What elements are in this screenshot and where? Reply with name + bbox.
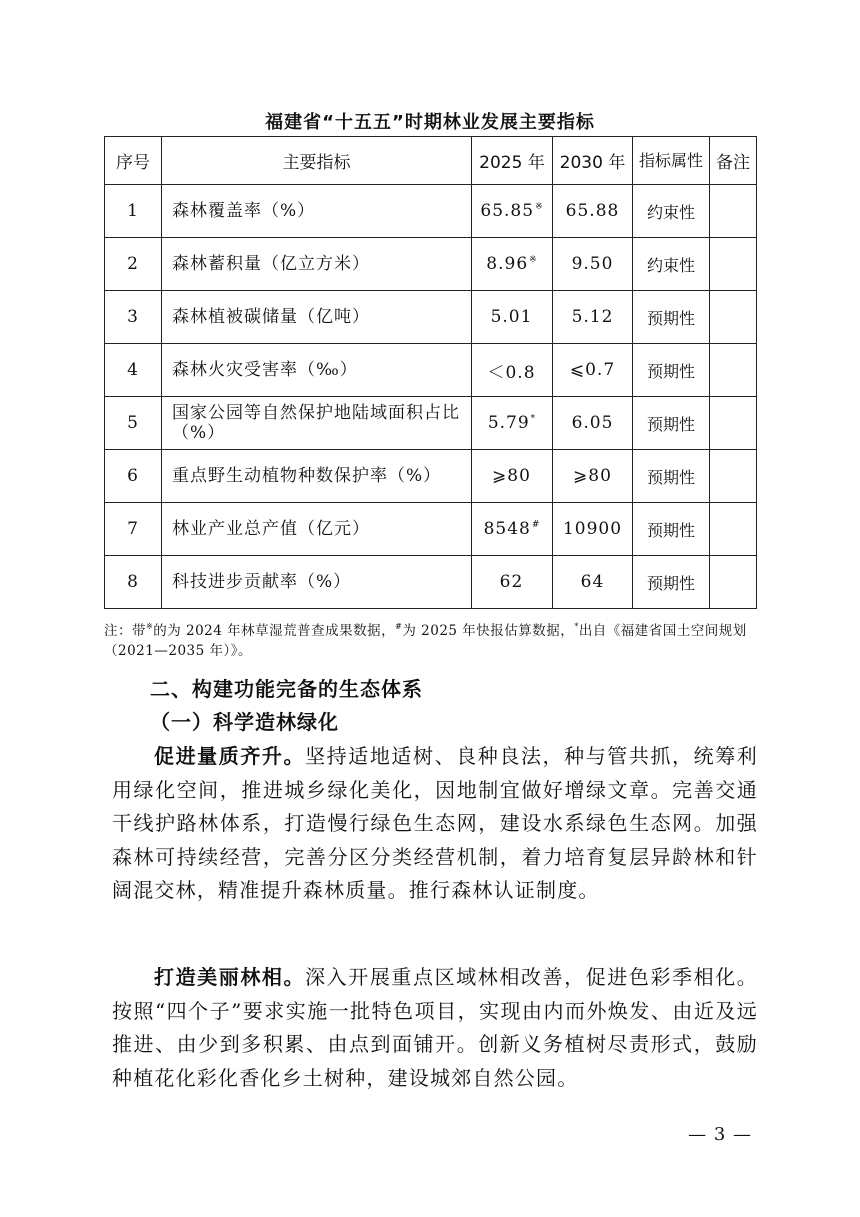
page-number: — 3 — [688, 1124, 752, 1145]
cell-indicator: 国家公园等自然保护地陆域面积占比（%） [162, 397, 472, 450]
header-seq: 序号 [105, 137, 162, 185]
cell-attribute: 预期性 [633, 291, 710, 344]
cell-seq: 7 [105, 503, 162, 556]
cell-attribute: 预期性 [633, 503, 710, 556]
cell-indicator: 森林火灾受害率（‰） [162, 344, 472, 397]
data-source-mark: * [530, 414, 537, 424]
cell-attribute: 预期性 [633, 397, 710, 450]
table-header-row [105, 137, 757, 185]
cell-indicator: 林业产业总产值（亿元） [162, 503, 472, 556]
cell-indicator: 森林覆盖率（%） [162, 185, 472, 238]
data-source-mark: ※ [529, 255, 538, 265]
table-row [105, 238, 757, 291]
paragraph-text: 坚持适地适树、良种良法，种与管共抓，统筹利用绿化空间，推进城乡绿化美化，因地制宜做好增绿文章。完善交通干线护路林体系，打造慢行绿色生态网，建设水系绿色生态网。加强森林可持续经营，完善分区分类经营机制，着力培育复层异龄林和针阔混交林，精准提升森林质量。推行森林认证制度。 [112, 744, 758, 902]
cell-remark [710, 344, 757, 397]
cell-attribute: 预期性 [633, 450, 710, 503]
cell-remark [710, 556, 757, 609]
cell-2025: ＜0.8 [472, 344, 553, 397]
cell-2025: 5.01 [472, 291, 553, 344]
cell-remark [710, 397, 757, 450]
cell-attribute: 约束性 [633, 238, 710, 291]
cell-2030: 6.05 [553, 397, 633, 450]
cell-indicator: 森林蓄积量（亿立方米） [162, 238, 472, 291]
cell-2030: ⩽0.7 [553, 344, 633, 397]
section-heading: 二、构建功能完备的生态体系 [150, 677, 423, 701]
cell-2030: 5.12 [553, 291, 633, 344]
cell-remark [710, 450, 757, 503]
paragraph-lead: 打造美丽林相。 [154, 965, 306, 989]
cell-2030: 10900 [553, 503, 633, 556]
cell-seq: 4 [105, 344, 162, 397]
cell-remark [710, 291, 757, 344]
cell-indicator: 重点野生动植物种数保护率（%） [162, 450, 472, 503]
table-row [105, 503, 757, 556]
paragraph-lead: 促进量质齐升。 [154, 744, 306, 768]
table-row [105, 185, 757, 238]
cell-indicator: 科技进步贡献率（%） [162, 556, 472, 609]
table-row [105, 397, 757, 450]
data-source-mark: ※ [535, 202, 544, 212]
indicators-table [104, 136, 757, 609]
cell-seq: 5 [105, 397, 162, 450]
header-indicator: 主要指标 [162, 137, 472, 185]
cell-2030: 64 [553, 556, 633, 609]
subsection-heading: （一）科学造林绿化 [150, 710, 339, 734]
table-note: 注：带※的为 2024 年林草湿荒普查成果数据，#为 2025 年快报估算数据，*出自《福建省国土空间规划（2021—2035 年）》。 [104, 622, 747, 659]
data-source-mark: # [531, 520, 541, 530]
cell-indicator: 森林植被碳储量（亿吨） [162, 291, 472, 344]
table-row [105, 556, 757, 609]
header-attribute: 指标属性 [633, 137, 710, 185]
cell-seq: 6 [105, 450, 162, 503]
cell-2030: 9.50 [553, 238, 633, 291]
table-row [105, 291, 757, 344]
cell-2030: 65.88 [553, 185, 633, 238]
cell-remark [710, 503, 757, 556]
cell-attribute: 约束性 [633, 185, 710, 238]
paragraph-text: 深入开展重点区域林相改善，促进色彩季相化。按照“四个子”要求实施一批特色项目，实现由内而外焕发、由近及远推进、由少到多积累、由点到面铺开。创新义务植树尽责形式，鼓励种植花化彩化香化乡土树种，建设城郊自然公园。 [112, 965, 758, 1090]
header-2030: 2030 年 [553, 137, 633, 185]
table-row [105, 344, 757, 397]
cell-2025: 62 [472, 556, 553, 609]
table-title: 福建省“十五五”时期林业发展主要指标 [265, 112, 595, 133]
cell-seq: 3 [105, 291, 162, 344]
cell-2025: 8548# [472, 503, 553, 556]
cell-seq: 8 [105, 556, 162, 609]
paragraph-landscape [112, 961, 758, 1095]
cell-attribute: 预期性 [633, 556, 710, 609]
header-remark: 备注 [710, 137, 757, 185]
cell-2025: 8.96※ [472, 238, 553, 291]
cell-seq: 2 [105, 238, 162, 291]
cell-2025: ⩾80 [472, 450, 553, 503]
cell-2030: ⩾80 [553, 450, 633, 503]
cell-remark [710, 238, 757, 291]
header-2025: 2025 年 [472, 137, 553, 185]
cell-2025: 65.85※ [472, 185, 553, 238]
paragraph-quality [112, 740, 758, 908]
cell-2025: 5.79* [472, 397, 553, 450]
cell-remark [710, 185, 757, 238]
cell-attribute: 预期性 [633, 344, 710, 397]
cell-seq: 1 [105, 185, 162, 238]
table-row [105, 450, 757, 503]
